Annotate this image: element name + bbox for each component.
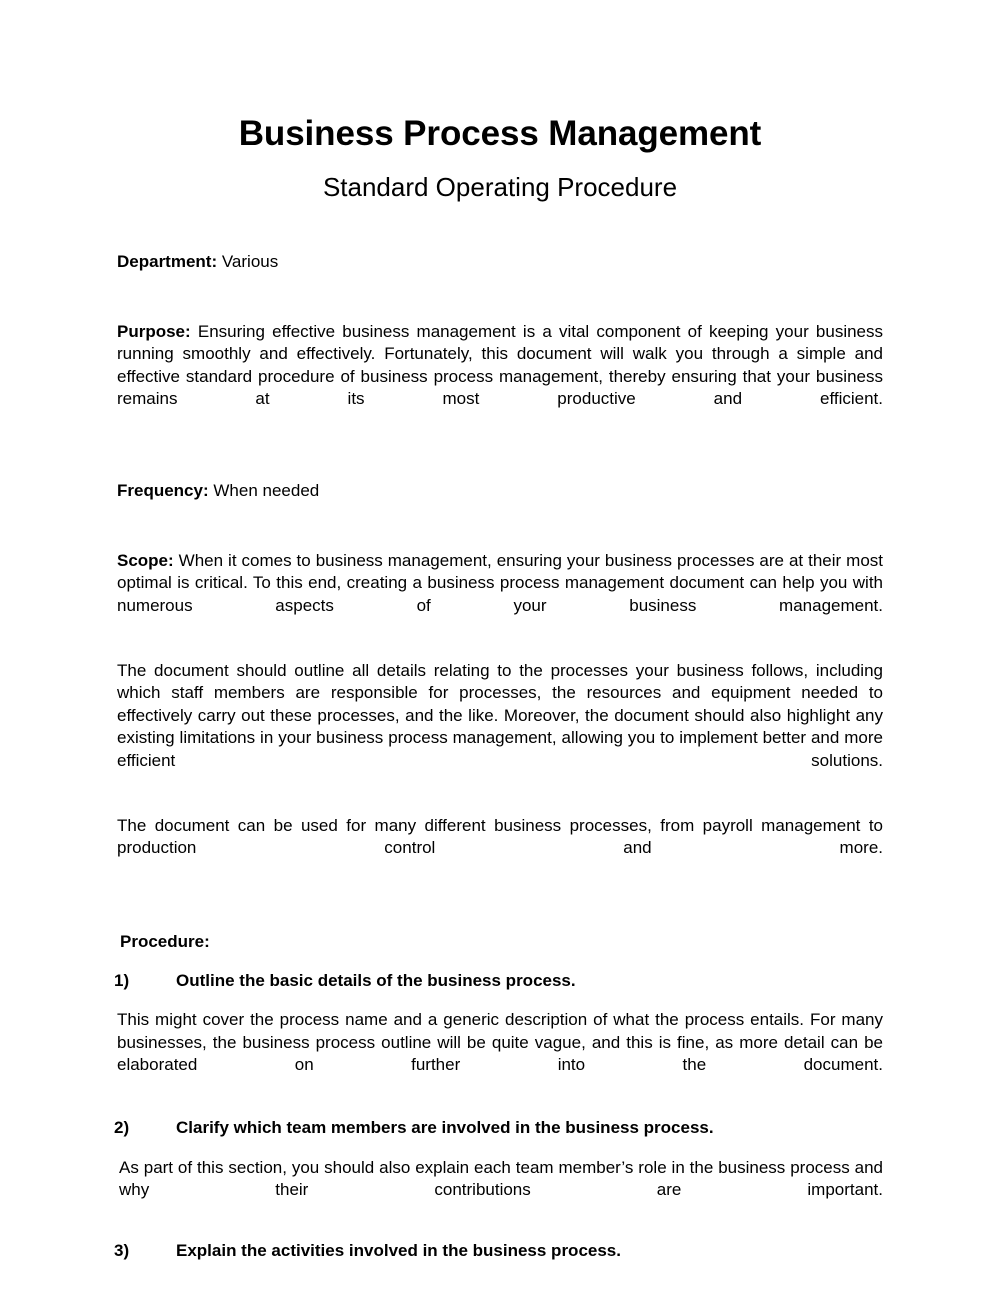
procedure-step-1: [114, 970, 883, 993]
procedure-heading: Procedure:: [120, 932, 210, 951]
scope-paragraph-2: The document can be used for many different business processes, from payroll management to production control and more.: [117, 815, 883, 857]
spacer-after-step-2-body: [117, 1224, 883, 1240]
spacer-after-procedure-heading: [117, 954, 883, 970]
spacer-after-step-1-body: [117, 1099, 883, 1117]
page-title: Business Process Management: [238, 114, 762, 153]
spacer-after-purpose: [117, 433, 883, 480]
document-content: [114, 0, 884, 1263]
procedure-step-2-title: Clarify which team members are involved in the business process.: [176, 1118, 714, 1137]
spacer-before-department: [117, 203, 883, 251]
purpose-value: Ensuring effective business management is a vital component of keeping your business running smoothly and effectively. Fortunately, this document will walk you through a simple and effective standard procedure of business process management, thereby ensuring that your business remains at its most productive and efficient.: [117, 321, 884, 408]
scope-paragraph-1: The document should outline all details relating to the processes your business follows, including which staff members are responsible for processes, the resources and equipment needed to effectively carry out these processes, and the like. Moreover, the document should also highlight any existing limitations in your business process management, allowing you to implement better and more efficient solutions.: [117, 660, 883, 770]
procedure-step-3: [114, 1240, 883, 1263]
department-label: Department:: [117, 252, 218, 271]
spacer-after-frequency: [117, 503, 883, 550]
scope-field: [117, 550, 883, 640]
procedure-step-2: [114, 1117, 883, 1140]
procedure-step-2-body: As part of this section, you should also explain each team member’s role in the business process and why their contributions are important.: [119, 1157, 883, 1199]
procedure-step-1-body: This might cover the process name and a generic description of what the process entails. For many businesses, the business process outline will be quite vague, and this is fine, as more detail can be elaborated on further into the document.: [117, 1010, 883, 1074]
spacer-after-step-1-title: [117, 992, 883, 1009]
procedure-step-1-number: 1): [114, 970, 130, 990]
frequency-value: When needed: [213, 481, 320, 500]
frequency-label: Frequency:: [117, 481, 209, 500]
purpose-field: [117, 321, 883, 434]
spacer-after-department: [117, 274, 883, 321]
spacer-before-procedure: [117, 882, 883, 931]
purpose-label: Purpose:: [117, 321, 191, 341]
department-value: Various: [221, 252, 279, 271]
department-field: [117, 251, 883, 274]
spacer-after-scope: [117, 640, 883, 660]
scope-label: Scope:: [117, 550, 174, 570]
page-subtitle: Standard Operating Procedure: [322, 172, 678, 202]
spacer-after-step-2-title: [117, 1140, 883, 1157]
spacer-after-scope-paragraph-1: [117, 795, 883, 815]
frequency-field: [117, 480, 883, 503]
procedure-step-2-number: 2): [114, 1118, 130, 1137]
procedure-step-3-title: Explain the activities involved in the business process.: [176, 1241, 621, 1260]
procedure-step-1-title: Outline the basic details of the business process.: [176, 970, 576, 990]
scope-value: When it comes to business management, ensuring your business processes are at their most optimal is critical. To this end, creating a business process management document can help you with numerous aspects of your business management.: [117, 550, 883, 615]
procedure-step-3-number: 3): [114, 1241, 130, 1260]
